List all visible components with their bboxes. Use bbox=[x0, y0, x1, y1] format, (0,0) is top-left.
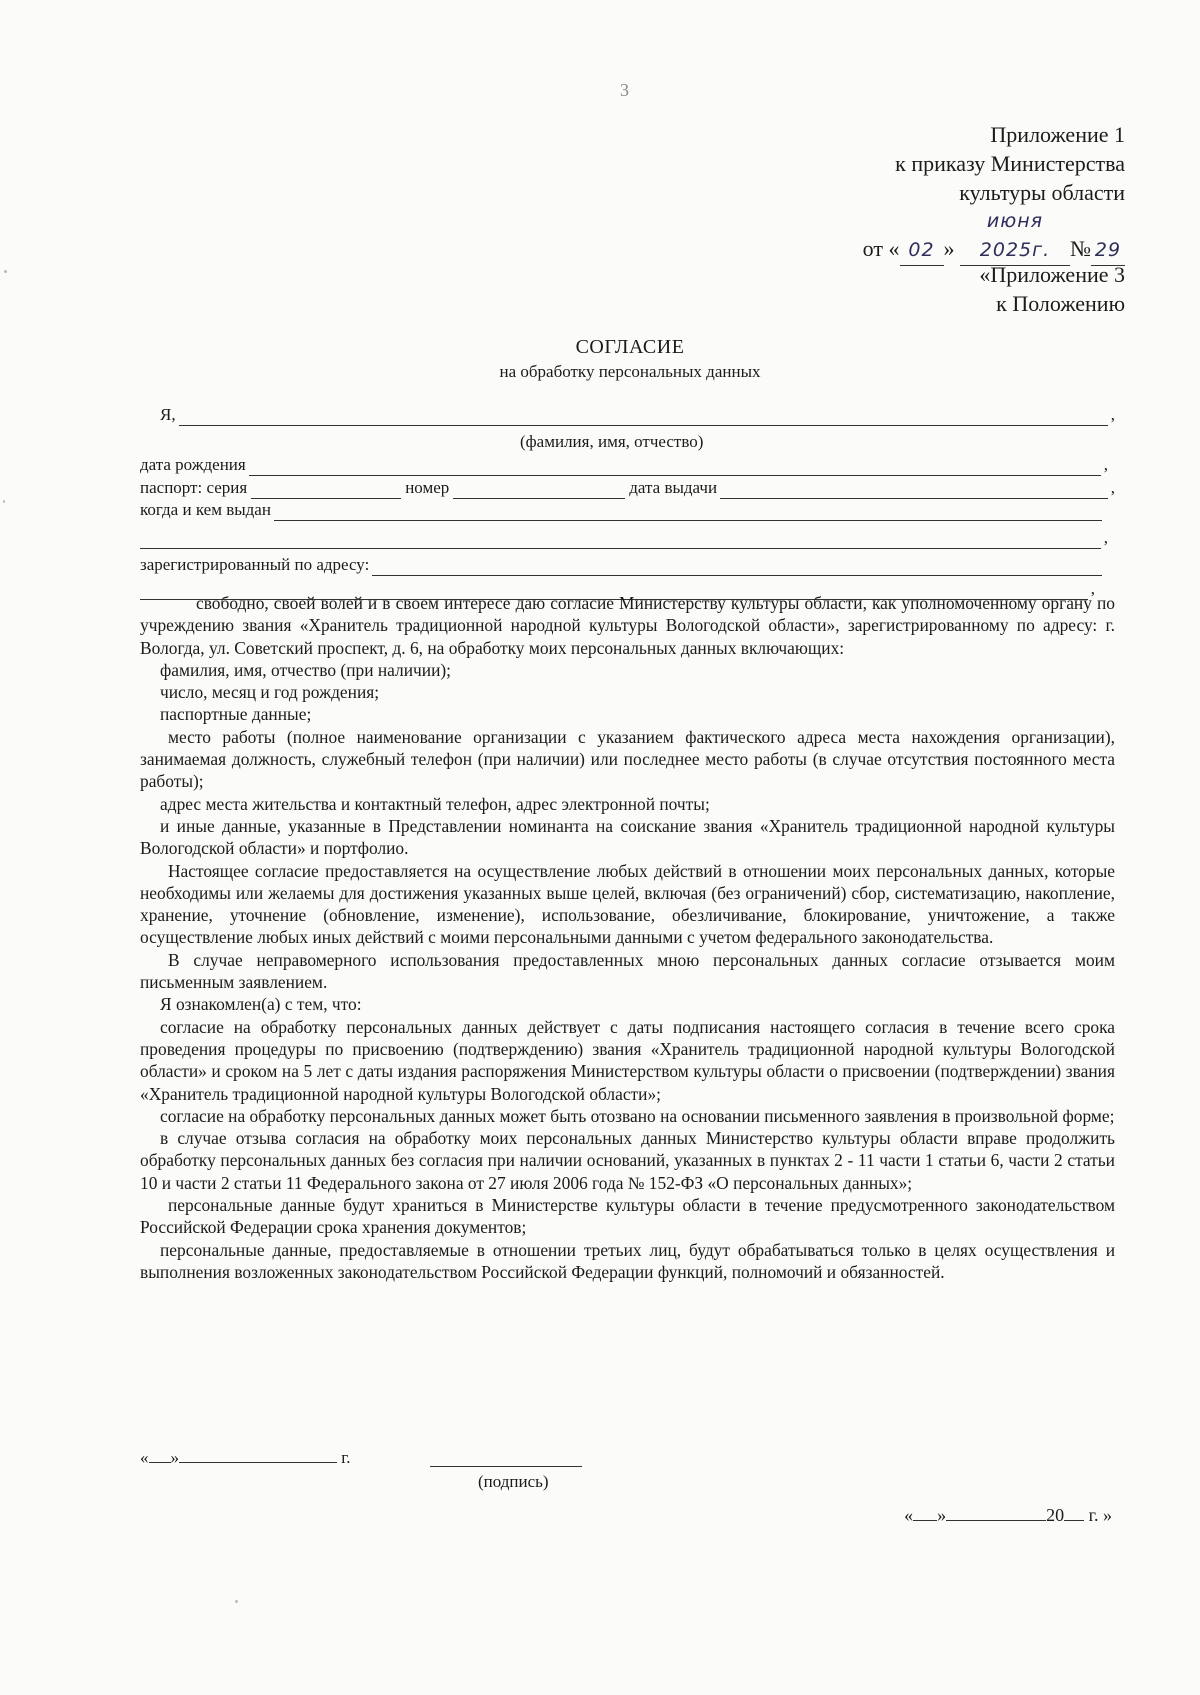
scan-speck bbox=[4, 270, 7, 273]
order-date-line: от « 02 » июня 2025г. № 29 bbox=[725, 207, 1125, 266]
acknowledgement-item: персональные данные, предоставляемые в отношении третьих лиц, будут обрабатываться только в целях осуществления и выполнения возложенных законодательством Российской Федерации функций, полномочий и обязанностей. bbox=[140, 1239, 1115, 1282]
passport-series-blank[interactable] bbox=[251, 484, 401, 499]
appendix-1-line: к приказу Министерства bbox=[895, 151, 1125, 176]
data-list-item: адрес места жительства и контактный телефон, адрес электронной почты; bbox=[160, 793, 710, 814]
issued-by-blank-line-2[interactable] bbox=[140, 534, 1101, 549]
registered-address-field[interactable]: зарегистрированный по адресу: bbox=[140, 554, 1105, 576]
acknowledgement-item: в случае отзыва согласия на обработку моих персональных данных Министерство культуры области вправе продолжить обработку персональных данных без согласия при наличии оснований, указанных в пунктах 2 - 11 части 1 статьи 6, части 2 статьи 10 и части 2 статьи 11 Федерального закона от 27 июля 2006 года № 152-ФЗ «О персональных данных»; bbox=[140, 1128, 1115, 1193]
issued-by-field[interactable]: когда и кем выдан bbox=[140, 499, 1105, 521]
document-title: СОГЛАСИЕ bbox=[575, 336, 685, 358]
order-number-handwritten: 29 bbox=[1091, 236, 1125, 266]
final-year-blank[interactable] bbox=[1064, 1506, 1084, 1521]
signature-label: (подпись) bbox=[478, 1472, 549, 1491]
page-number: 3 bbox=[620, 80, 629, 100]
signature-month-blank[interactable] bbox=[179, 1448, 337, 1463]
order-day-handwritten: 02 bbox=[900, 236, 944, 266]
consent-paragraph: Настоящее согласие предоставляется на осуществление любых действий в отношении моих персональных данных, которые необходимы или желаемы для достижения указанных выше целей, включая (без ограничений) сбор, систематизацию, накопление, хранение, уточнение (обновление, изменение), использование, обезличивание, блокирование, уничтожение, а также осуществление любых иных действий с моими персональными данными с учетом федерального законодательства. bbox=[140, 860, 1115, 948]
data-list-item: место работы (полное наименование организации с указанием фактического адреса места нахождения организации), занимаемая должность, служебный телефон (при наличии) или последнее место работы (в случае отсутствия постоянного места работы); bbox=[140, 726, 1115, 792]
signature-day-blank[interactable] bbox=[149, 1448, 171, 1463]
document-subtitle: на обработку персональных данных bbox=[499, 362, 761, 381]
appendix-3-header bbox=[825, 260, 1125, 318]
acknowledgement-item: согласие на обработку персональных данных действует с даты подписания настоящего согласия в течение всего срока проведения процедуры по присвоению (подтверждению) звания «Хранитель традиционной народной культуры Вологодской области» и сроком на 5 лет с даты издания распоряжения Министерством культуры области о присвоении (подтверждении) звания «Хранитель традиционной народной культуры Вологодской области»; bbox=[140, 1016, 1115, 1104]
birth-date-blank-line[interactable] bbox=[249, 461, 1101, 476]
acknowledgement-item: персональные данные будут храниться в Министерстве культуры области в течение предусмотренного законодательством Российской Федерации срока хранения документов; bbox=[140, 1195, 1115, 1238]
consent-body bbox=[140, 592, 1115, 1283]
appendix-1-header bbox=[725, 120, 1125, 266]
fio-field[interactable]: Я, , bbox=[160, 405, 1115, 424]
consent-paragraph: В случае неправомерного использования предоставленных мною персональных данных согласие отзывается моим письменным заявлением. bbox=[140, 949, 1115, 993]
signature-blank-line[interactable] bbox=[430, 1452, 582, 1467]
passport-number-blank[interactable] bbox=[453, 484, 625, 499]
issued-by-field-continued[interactable]: , bbox=[140, 527, 1108, 549]
birth-date-field[interactable]: дата рождения , bbox=[140, 455, 1108, 474]
scan-speck bbox=[3, 500, 5, 503]
fio-hint: (фамилия, имя, отчество) bbox=[520, 432, 704, 451]
scan-speck bbox=[235, 1600, 238, 1603]
signature-date-field[interactable]: « » г. bbox=[140, 1448, 351, 1467]
fio-blank-line[interactable] bbox=[179, 411, 1108, 426]
issued-by-blank-line[interactable] bbox=[274, 506, 1102, 521]
order-month-handwritten: июня 2025г. bbox=[960, 207, 1070, 266]
data-list-item: паспортные данные; bbox=[160, 704, 312, 725]
acknowledgement-item: согласие на обработку персональных данных может быть отозвано на основании письменного заявления в произвольной форме; bbox=[160, 1105, 1115, 1126]
final-date-field[interactable]: « » 20 г. » bbox=[904, 1505, 1112, 1525]
registered-address-blank-line[interactable] bbox=[372, 561, 1102, 576]
final-month-blank[interactable] bbox=[946, 1506, 1046, 1521]
data-list-item: число, месяц и год рождения; bbox=[160, 682, 380, 703]
appendix-3-line: «Приложение 3 bbox=[979, 262, 1125, 287]
registered-address-field-continued[interactable]: , bbox=[140, 578, 1095, 600]
consent-paragraph: Я ознакомлен(а) с тем, что: bbox=[160, 994, 362, 1015]
consent-paragraph: свободно, своей волей и в своем интересе даю согласие Министерству культуры области, как уполномоченному органу по учреждению звания «Хранитель традиционной народной культуры Вологодской области», зарегистрированному по адресу: г. Вологда, ул. Советский проспект, д. 6, на обработку моих персональных данных включающих: bbox=[140, 593, 1115, 658]
appendix-1-line: культуры области bbox=[959, 180, 1125, 205]
final-day-blank[interactable] bbox=[913, 1506, 937, 1521]
passport-field[interactable]: паспорт: серия номер дата выдачи , bbox=[140, 478, 1115, 497]
data-list-item: и иные данные, указанные в Представлении номинанта на соискание звания «Хранитель традиционной народной культуры Вологодской области» и портфолио. bbox=[140, 815, 1115, 859]
appendix-3-line: к Положению bbox=[996, 291, 1125, 316]
passport-issue-date-blank[interactable] bbox=[720, 484, 1108, 499]
appendix-1-line: Приложение 1 bbox=[990, 122, 1125, 147]
data-list-item: фамилия, имя, отчество (при наличии); bbox=[160, 659, 451, 680]
